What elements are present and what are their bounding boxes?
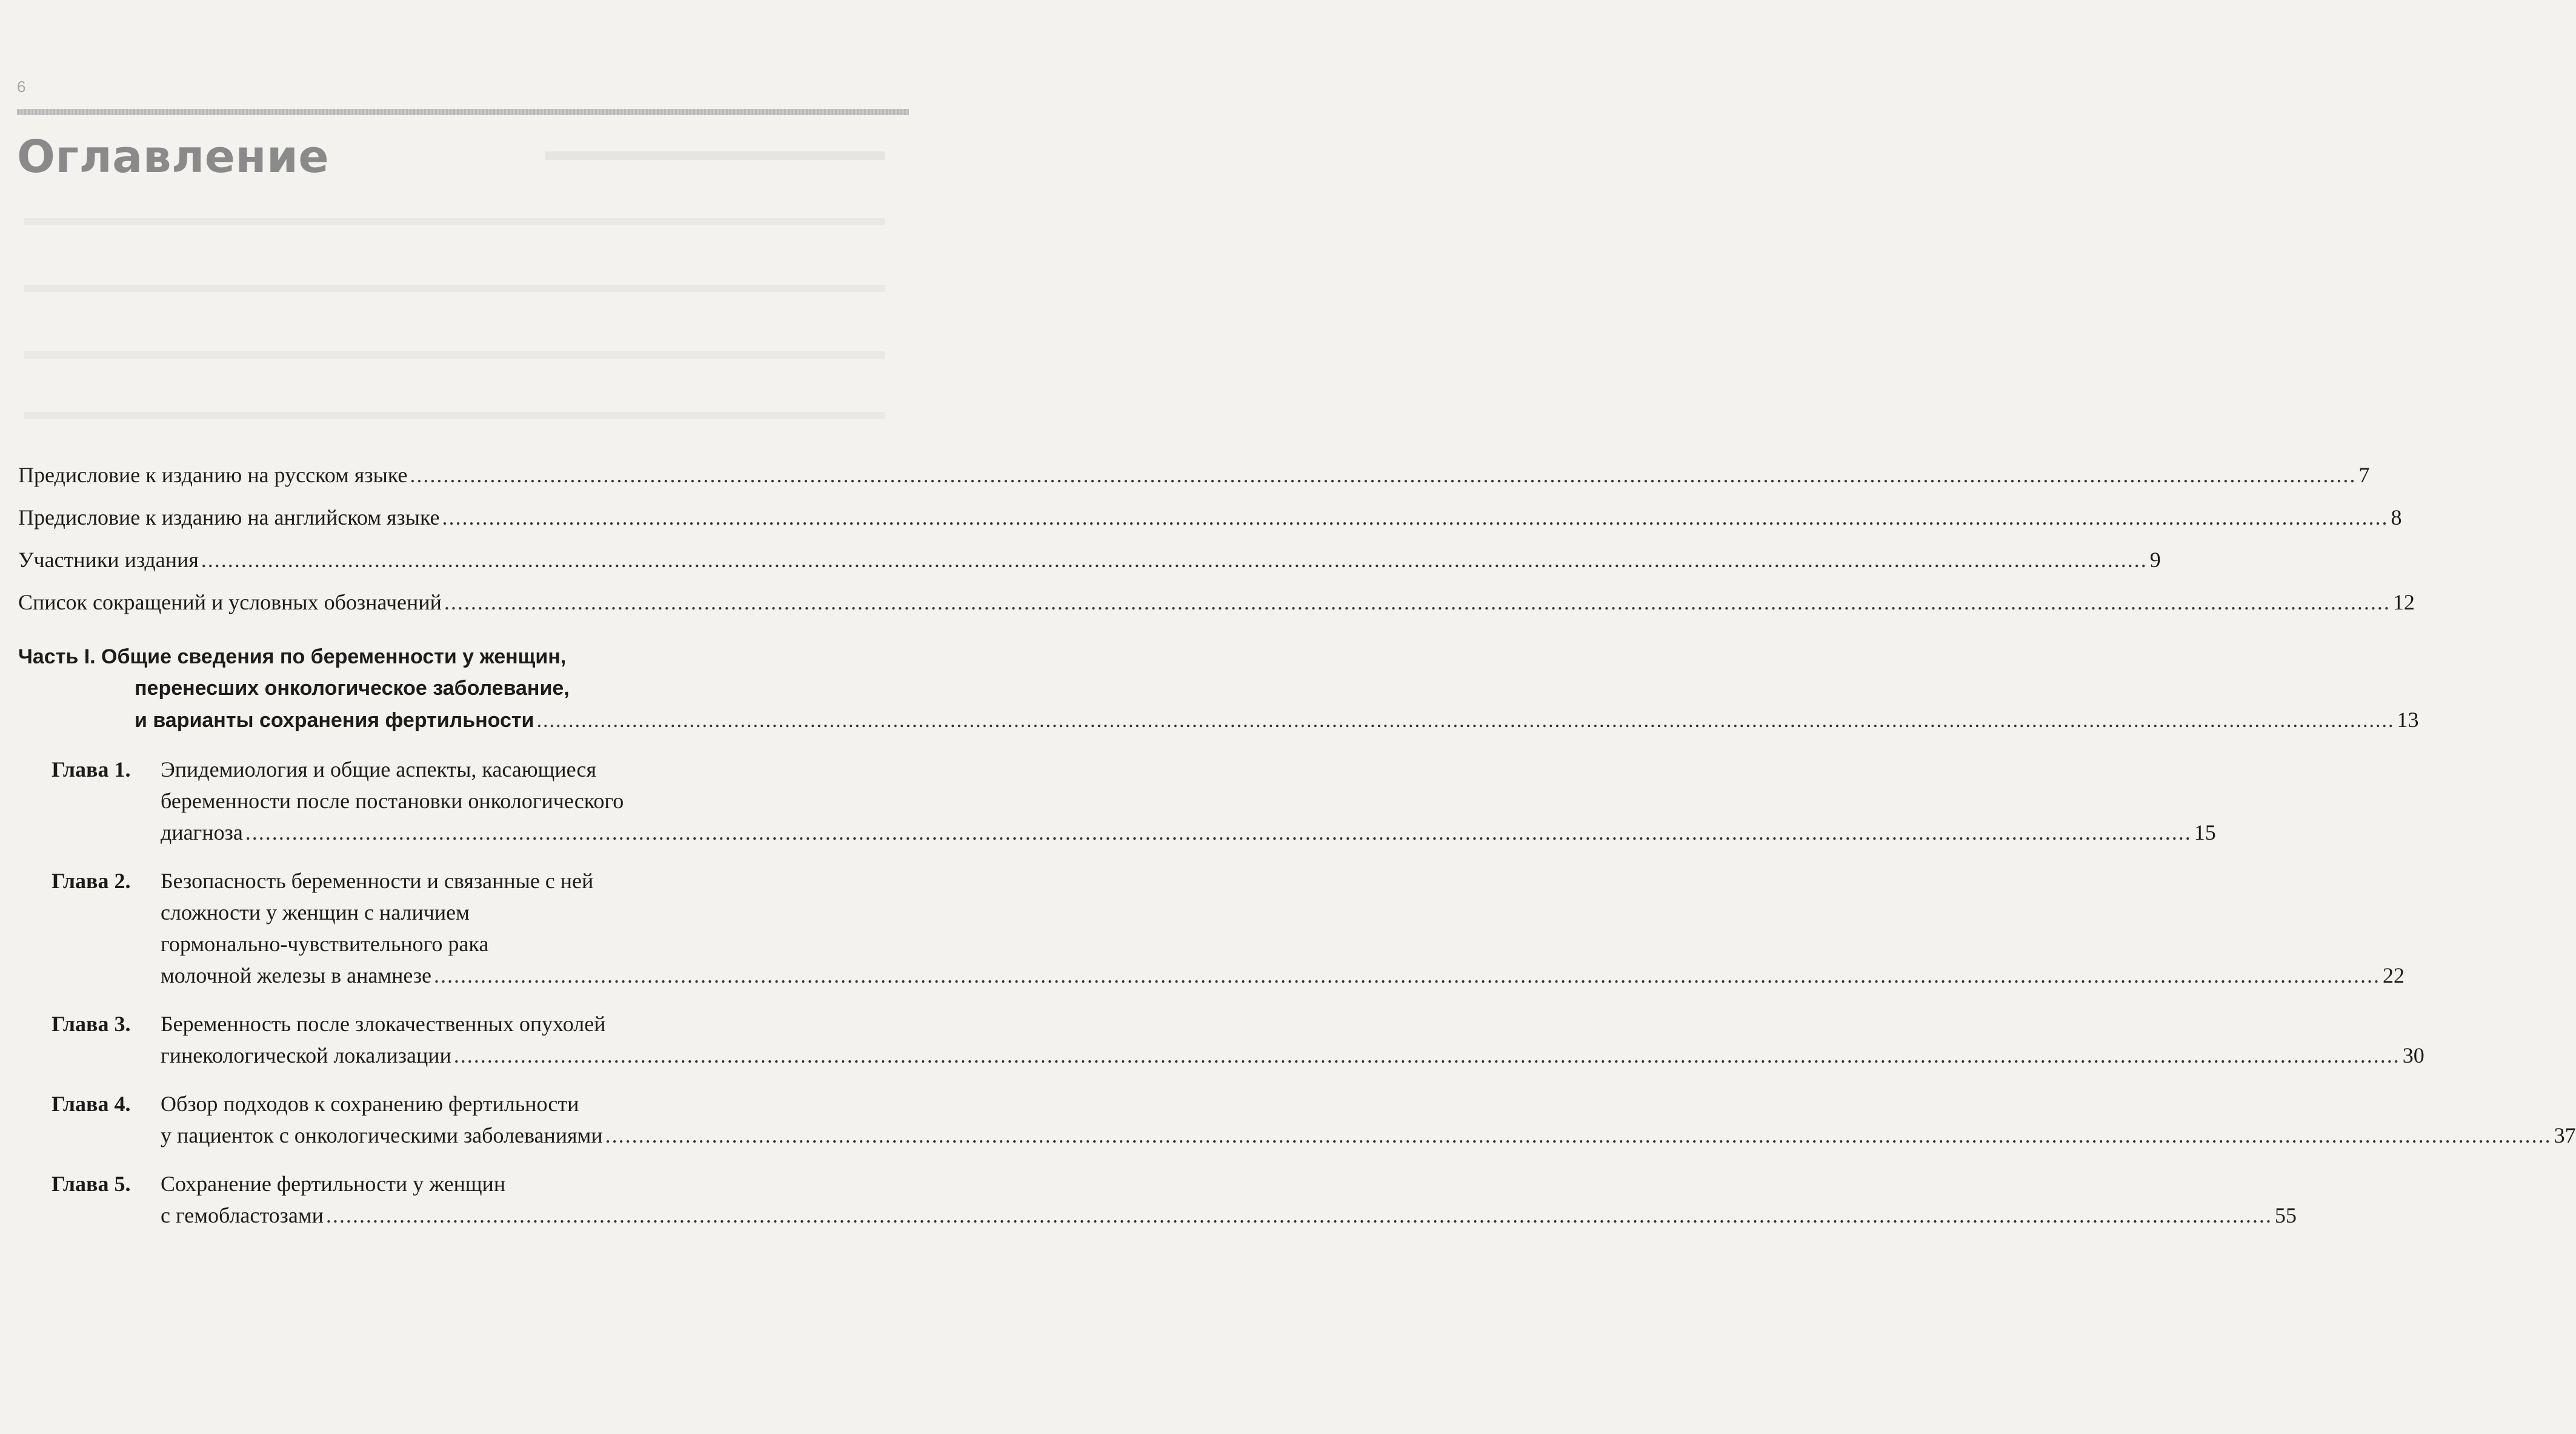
part-title-last-line	[18, 704, 2419, 737]
dot-leader	[245, 817, 2192, 848]
chapter-title-line: Беременность после злокачественных опухолей	[161, 1012, 606, 1036]
toc-chapter-5[interactable]	[18, 1168, 2297, 1231]
toc-entry-preface-english[interactable]	[18, 502, 2402, 533]
chapter-title-line: диагноза	[161, 820, 243, 845]
chapter-label: Глава 2.	[52, 869, 131, 893]
toc-entry-page: 12	[2392, 590, 2415, 614]
toc-chapter-1[interactable]	[18, 754, 2216, 848]
toc-part-1[interactable]	[18, 641, 2419, 737]
chapter-title-line: Безопасность беременности и связанные с ней	[161, 869, 594, 893]
part-title-line: перенесших онкологическое заболевание,	[135, 677, 570, 700]
chapter-title-line: гормонально-чувствительного рака	[161, 932, 489, 956]
chapter-title-last-line	[161, 1040, 2425, 1071]
chapter-label: Глава 3.	[52, 1012, 131, 1036]
toc-entry-page: 7	[2358, 463, 2370, 487]
bleed-through-shadow	[545, 151, 885, 160]
dot-leader	[201, 544, 2148, 576]
dot-leader	[326, 1200, 2272, 1231]
chapter-label: Глава 4.	[52, 1092, 131, 1116]
chapter-title-last-line	[161, 817, 2216, 848]
dot-leader	[442, 502, 2389, 533]
toc-entry-page: 8	[2391, 505, 2402, 529]
page-number: 6	[17, 78, 27, 96]
toc-entry-title: Предисловие к изданию на английском языке	[18, 505, 440, 529]
toc-entry-title: Список сокращений и условных обозначений	[18, 590, 442, 614]
toc-entry-page: 22	[2383, 963, 2405, 988]
chapter-title-last-line	[161, 960, 2405, 991]
dot-leader	[434, 960, 2380, 991]
table-of-contents	[18, 459, 2576, 1231]
toc-chapter-2[interactable]	[18, 865, 2405, 991]
toc-entry-title: Участники издания	[18, 548, 199, 572]
toc-chapter-4[interactable]	[18, 1088, 2576, 1151]
dot-leader	[605, 1120, 2552, 1151]
part-title-line: Часть I. Общие сведения по беременности у женщин,	[18, 645, 567, 668]
part-title-line: и варианты сохранения фертильности	[135, 709, 534, 732]
header-rule	[17, 109, 909, 115]
chapter-title-line: у пациенток с онкологическими заболеваниями	[161, 1123, 603, 1147]
toc-entry-page: 30	[2402, 1043, 2425, 1067]
toc-entry-page: 9	[2149, 548, 2161, 572]
chapter-title-line: молочной железы в анамнезе	[161, 963, 432, 988]
chapter-title-line: Сохранение фертильности у женщин	[161, 1172, 506, 1196]
chapter-title-line: Обзор подходов к сохранению фертильности	[161, 1092, 579, 1116]
bleed-through-shadow	[24, 351, 885, 359]
dot-leader	[410, 459, 2356, 491]
page-title: Оглавление	[17, 131, 330, 183]
toc-entry-page: 37	[2554, 1123, 2576, 1147]
chapter-title-line: беременности после постановки онкологического	[161, 789, 624, 813]
dot-leader	[536, 705, 2394, 737]
dot-leader	[454, 1040, 2400, 1071]
chapter-title-line: с гемобластозами	[161, 1203, 324, 1227]
chapter-title-line: Эпидемиология и общие аспекты, касающиеся	[161, 757, 597, 782]
bleed-through-shadow	[24, 412, 885, 419]
chapter-label: Глава 5.	[52, 1172, 131, 1196]
toc-entry-page: 13	[2397, 708, 2419, 732]
toc-entry-contributors[interactable]	[18, 544, 2161, 576]
chapter-title-line: гинекологической локализации	[161, 1043, 451, 1067]
chapter-title-last-line	[161, 1200, 2297, 1231]
chapter-list	[18, 754, 2576, 1231]
toc-entry-abbreviations[interactable]	[18, 586, 2415, 618]
toc-entry-page: 55	[2274, 1203, 2297, 1227]
bleed-through-shadow	[24, 285, 885, 292]
toc-chapter-3[interactable]	[18, 1008, 2425, 1071]
bleed-through-shadow	[24, 218, 885, 225]
chapter-label: Глава 1.	[52, 757, 131, 782]
toc-entry-page: 15	[2194, 820, 2216, 845]
toc-entry-preface-russian[interactable]	[18, 459, 2370, 491]
chapter-title-line: сложности у женщин с наличием	[161, 900, 470, 924]
toc-entry-title: Предисловие к изданию на русском языке	[18, 463, 408, 487]
dot-leader	[444, 586, 2391, 618]
chapter-title-last-line	[161, 1120, 2576, 1151]
